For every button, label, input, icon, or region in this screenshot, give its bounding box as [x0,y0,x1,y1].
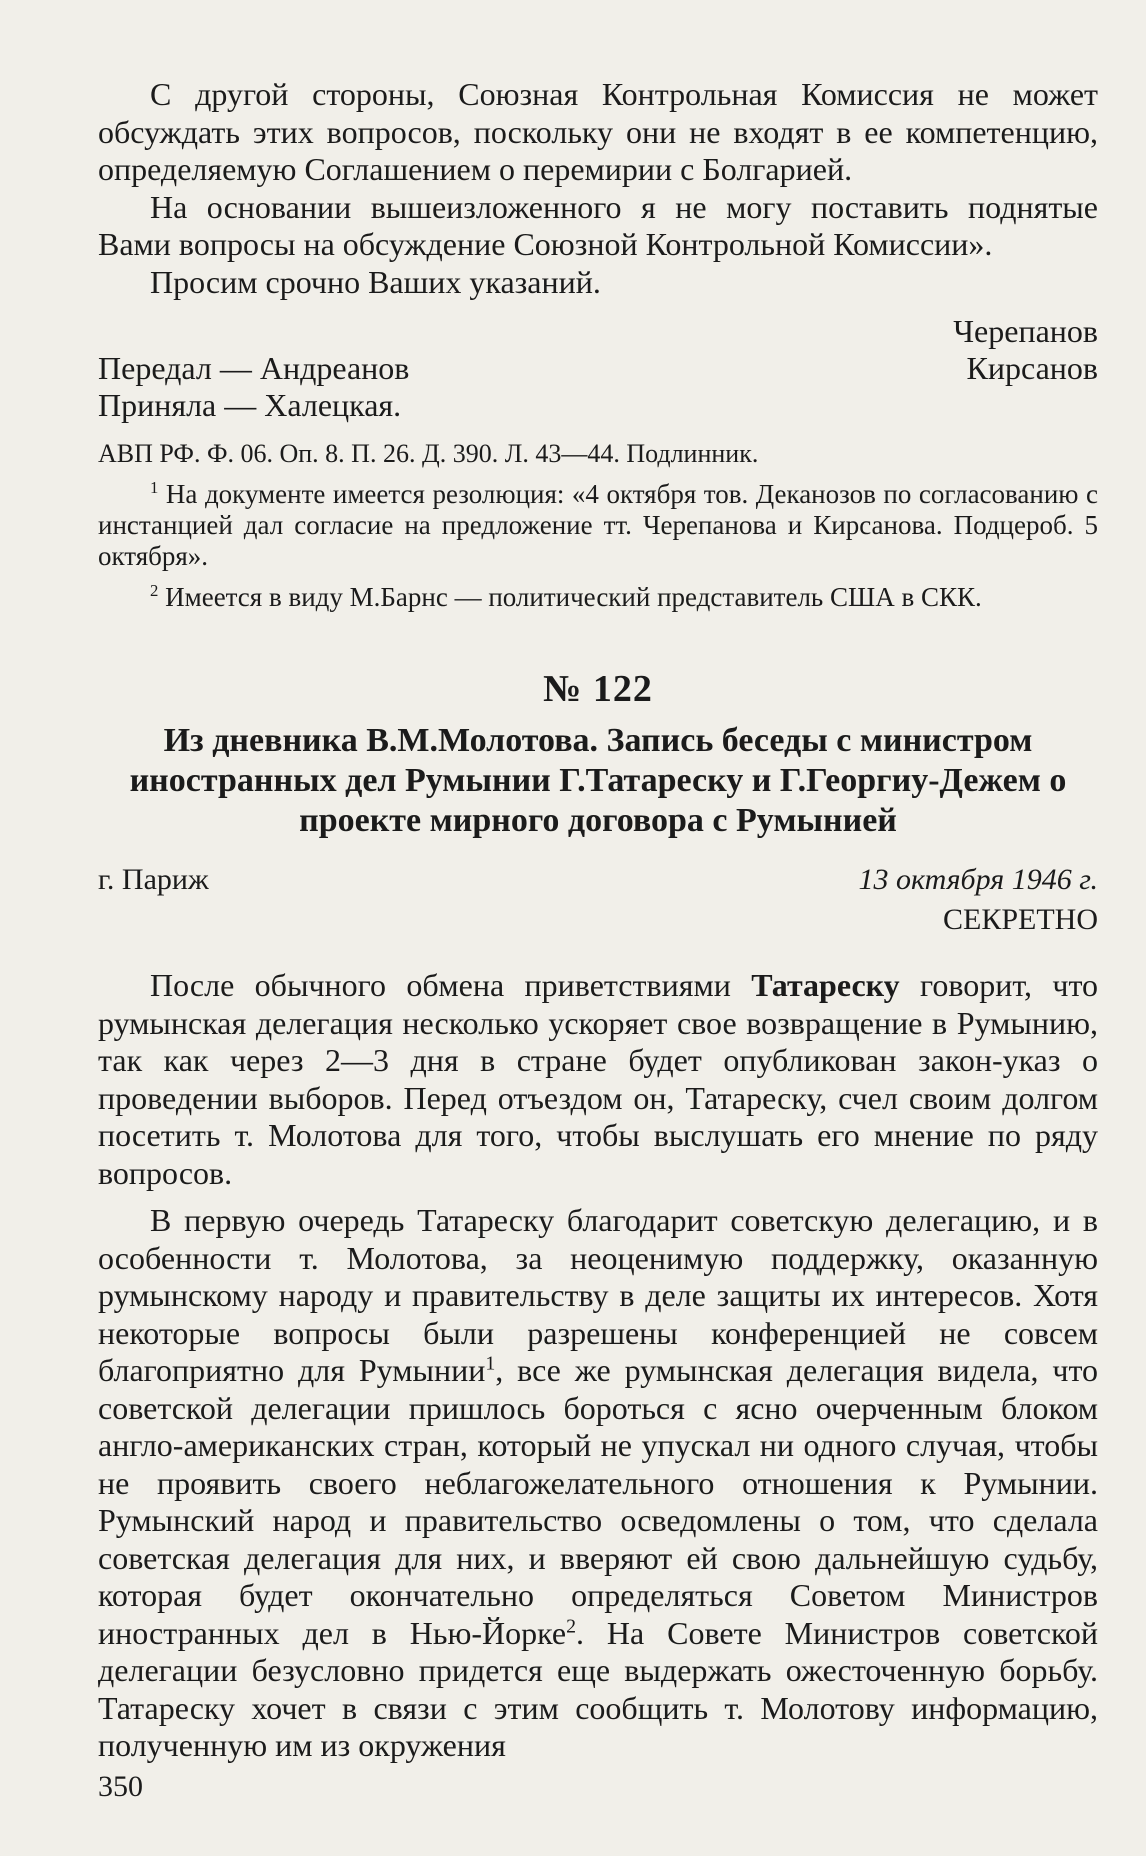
document-place: г. Париж [98,863,209,896]
document-date: 13 октября 1946 г. [858,863,1098,896]
page-content [98,76,1098,1765]
paragraph: Просим срочно Ваших указаний. [150,263,601,300]
footnote-1 [98,479,1098,572]
text-run: После обычного обмена приветствиями [150,967,752,1003]
document-122 [98,667,1098,1765]
page-number: 350 [98,1770,143,1803]
received-by-line: Приняла — Халецкая. [98,387,402,423]
footnote-mark: 2 [150,581,159,600]
archive-source: АВП РФ. Ф. 06. Оп. 8. П. 26. Д. 390. Л. 43—44. Подлинник. [98,439,759,468]
document-title: Из дневника В.М.Молотова. Запись беседы с министром иностранных дел Румынии Г.Татареску и Г.Георгиу-Дежем о проекте мирного договора с Румынией [129,722,1067,839]
signature-cherepanov: Черепанов [953,313,1098,349]
signature-block [98,313,1098,350]
footnote-ref: 2 [566,1614,577,1637]
text-run: . На Совете Министров советской делегации безусловно придется еще выдержать ожесточенную борьбу. Татареску хочет в связи с этим сообщить т. Молотову информацию, полученную им из окружения [98,1614,1099,1763]
footnote-mark: 1 [150,478,159,497]
signature-kirsanov: Кирсанов [966,350,1098,386]
paragraph [98,1202,1098,1765]
text-run: , все же румынская делегация видела, что советской делегации пришлось бороться с ясно очерченным блоком англо-американских стран, который не упускал ни одного случая, чтобы не проявить своего неблагожелательного отношения к Румынии. Румынский народ и правительство осведомлены о том, что сделала советская делегация для них, и вверяют ей свою дальнейшую судьбу, которая будет окончательно определяться Советом Министров иностранных дел в Нью-Йорке [98,1352,1099,1651]
footnote-text: Имеется в виду М.Барнс — политический представитель США в СКК. [165,582,982,612]
footnote-2 [98,582,1098,613]
previous-document-tail [98,76,1098,613]
speaker-name: Татареску [751,967,900,1003]
footnote-ref: 1 [485,1352,496,1375]
text-run: говорит, что румынская делегация несколько ускоряет свое возвращение в Румынию, так как через 2—3 дня в стране будет опубликован закон-указ о проведении выборов. Перед отъездом он, Татареску, счел своим долгом посетить т. Молотова для того, чтобы выслушать его мнение по ряду вопросов. [98,967,1098,1191]
paragraph [98,967,1098,1192]
sent-by-line: Передал — Андреанов [98,350,410,386]
document-number: № 122 [543,668,653,710]
place-date-row [98,863,1098,897]
paragraph: На основании вышеизложенного я не могу поставить поднятые Вами вопросы на обсуждение Союзной Контрольной Комиссии». [98,188,1098,262]
paragraph: С другой стороны, Союзная Контрольная Комиссия не может обсуждать этих вопросов, поскольку они не входят в ее компетенцию, определяемую Соглашением о перемирии с Болгарией. [98,76,1098,187]
classification-stamp: СЕКРЕТНО [942,903,1098,936]
footnote-text: На документе имеется резолюция: «4 октября тов. Деканозов по согласованию с инстанцией дал согласие на предложение тт. Черепанова и Кирсанова. Подцероб. 5 октября». [98,479,1098,571]
text-run: В первую очередь Татареску благодарит советскую делегацию, и в особенности т. Молотова, за неоценимую поддержку, оказанную румынскому народу и правительству в деле защиты их интересов. Хотя некоторые вопросы были разрешены конференцией не совсем благоприятно для Румынии [98,1202,1098,1388]
